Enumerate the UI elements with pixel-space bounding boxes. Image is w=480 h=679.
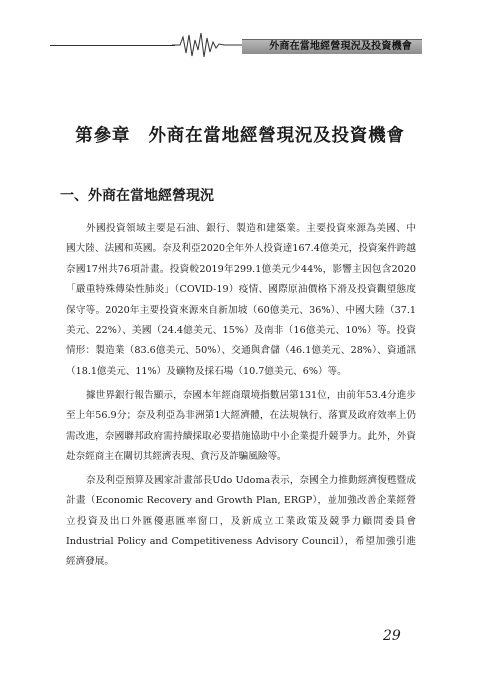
paragraph-line: 保守等。2020年主要投資來源來自新加坡（60億美元、36%）、中國大陸（37.1 [66, 304, 416, 316]
paragraph-line: 國大陸、法國和英國。奈及利亞2020全年外人投資達167.4億美元，投資案件跨越 [66, 243, 416, 255]
chapter-title: 第參章 外商在當地經營現況及投資機會 [75, 126, 405, 146]
paragraph-line: Industrial Policy and Competitiveness Advisory Council），希望加強引進 [66, 536, 416, 548]
paragraph-line: （18.1億美元、11%）及礦物及採石場（10.7億美元、6%）等。 [66, 365, 347, 377]
running-title: 外商在當地經營現況及投資機會 [269, 41, 412, 52]
paragraph-line: 奈及利亞預算及國家計畫部長Udo Udoma表示，奈國全力推動經濟復甦暨成 [86, 474, 416, 486]
heartbeat-wave-icon [172, 32, 242, 58]
paragraph-line: 赴奈經商主在關切其經濟表現、貪污及詐騙風險等。 [66, 450, 287, 462]
header-rule [50, 45, 175, 46]
header-tab [242, 39, 422, 54]
section-title: 一、外商在當地經營現況 [60, 188, 214, 204]
paragraph-line: 奈國17州共76項計畫。投資較2019年299.1億美元少44%，影響主因包含2020 [66, 263, 416, 275]
paragraph-line: 需改進，奈國聯邦政府需持續採取必要措施協助中小企業提升競爭力。此外，外資 [66, 430, 416, 442]
page-number: 29 [383, 628, 401, 644]
paragraph-line: 外國投資領域主要是石油、銀行、製造和建築業。主要投資來源為美國、中 [86, 223, 416, 234]
paragraph-line: 情形：製造業（83.6億美元、50%）、交通與倉儲（46.1億美元、28%）、資通訊 [66, 345, 416, 357]
paragraph [66, 471, 416, 573]
running-header [0, 30, 480, 60]
paragraph [66, 219, 416, 382]
paragraph-line: 立投資及出口外匯優惠匯率窗口，及新成立工業政策及競爭力顧問委員會 [66, 515, 416, 527]
body-text [66, 219, 416, 576]
paragraph-line: 計畫（Economic Recovery and Growth Plan, ERGP），並加強改善企業經營 [66, 495, 416, 507]
paragraph-line: 美元、22%）、美國（24.4億美元、15%）及南非（16億美元、10%）等。投資 [66, 324, 416, 336]
paragraph [66, 386, 416, 468]
paragraph-line: 至上年56.9分；奈及利亞為非洲第1大經濟體，在法規執行、落實及政府效率上仍 [66, 410, 416, 422]
paragraph-line: 「嚴重特殊傳染性肺炎」（COVID-19）疫情、國際原油價格下滑及投資觀望態度 [66, 284, 416, 296]
paragraph-line: 經濟發展。 [66, 556, 114, 568]
paragraph-line: 據世界銀行報告顯示，奈國本年經商環境指數居第131位，由前年53.4分進步 [86, 389, 416, 401]
